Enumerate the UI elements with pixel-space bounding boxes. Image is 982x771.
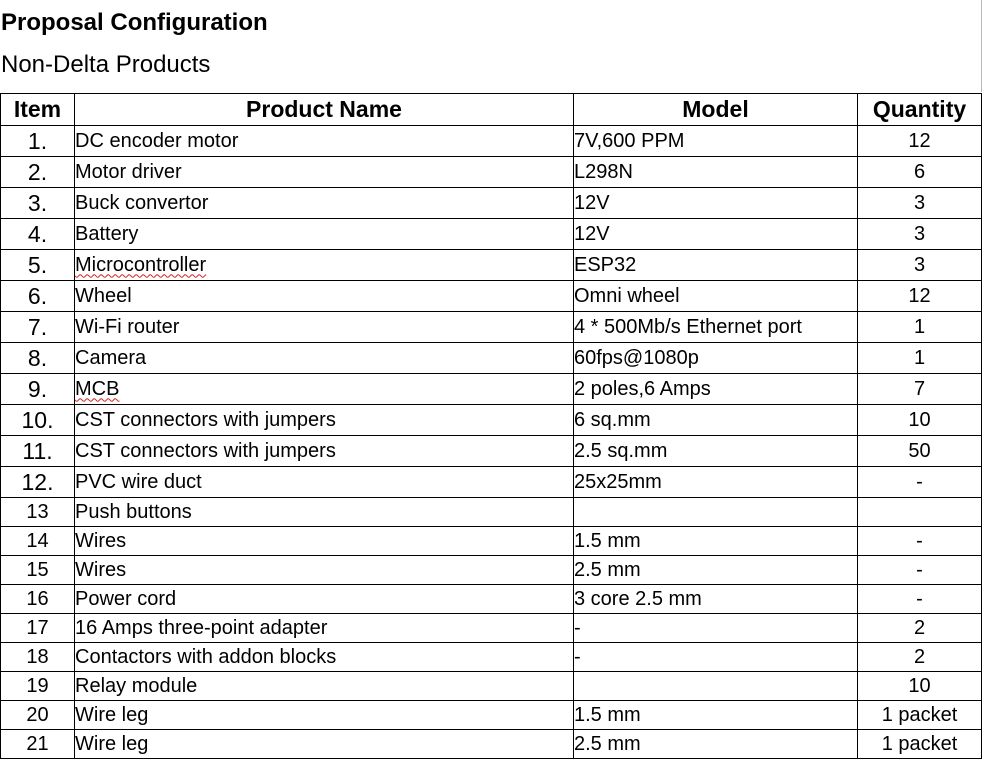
cell-quantity: 1 packet [858,730,982,759]
cell-quantity: 12 [858,281,982,312]
cell-item: 3. [1,188,75,219]
cell-product-name [75,188,574,219]
cell-quantity: 7 [858,374,982,405]
cell-model: 7V,600 PPM [574,126,858,157]
cell-product-name: Camera [75,343,574,374]
header-item: Item [1,94,75,126]
table-row [1,614,982,643]
table-row [1,188,982,219]
cell-model: - [574,643,858,672]
cell-item: 7. [1,312,75,343]
cell-item: 6. [1,281,75,312]
cell-item: 15 [1,556,75,585]
table-row [1,527,982,556]
cell-quantity: 2 [858,643,982,672]
cell-product-name [75,643,574,672]
cell-quantity: 3 [858,219,982,250]
table-row [1,343,982,374]
cell-quantity: 1 [858,312,982,343]
cell-model: 2.5 mm [574,556,858,585]
cell-item: 19 [1,672,75,701]
cell-model [574,281,858,312]
table-row [1,126,982,157]
table-row [1,281,982,312]
cell-product-name: Wheel [75,281,574,312]
cell-product-name [75,250,574,281]
cell-model: 1.5 mm [574,527,858,556]
cell-product-name: Battery [75,219,574,250]
cell-product-name: Wire leg [75,701,574,730]
table-header-row [1,94,982,126]
cell-model: 2 poles,6 Amps [574,374,858,405]
cell-model: 25x25mm [574,467,858,498]
cell-item: 16 [1,585,75,614]
cell-model: 1.5 mm [574,701,858,730]
table-row [1,701,982,730]
document-subtitle: Non-Delta Products [1,51,211,78]
cell-model [574,436,858,467]
cell-product-name: DC encoder motor [75,126,574,157]
table-row [1,374,982,405]
table-row [1,498,982,527]
cell-product-name: Power cord [75,585,574,614]
cell-item: 1. [1,126,75,157]
cell-model [574,672,858,701]
table-row [1,250,982,281]
cell-model [574,405,858,436]
table-row [1,219,982,250]
header-model: Model [574,94,858,126]
cell-item: 5. [1,250,75,281]
spell-flagged-text: MCB [75,377,120,400]
cell-quantity: 3 [858,250,982,281]
table-row [1,467,982,498]
table-row [1,405,982,436]
table-row [1,157,982,188]
spell-flagged-text: Omni wheel [574,284,680,307]
cell-model: 12V [574,188,858,219]
cell-item: 17 [1,614,75,643]
cell-item: 14 [1,527,75,556]
spell-flagged-text: Buck convertor [75,191,209,214]
cell-model: 60fps@1080p [574,343,858,374]
cell-product-name: Push buttons [75,498,574,527]
cell-item: 21 [1,730,75,759]
cell-item: 4. [1,219,75,250]
spell-flagged-text: 6 sq.mm [574,408,651,431]
cell-product-name: Wi-Fi router [75,312,574,343]
cell-quantity: 2 [858,614,982,643]
table-row [1,730,982,759]
cell-product-name: CST connectors with jumpers [75,405,574,436]
cell-product-name: Wire leg [75,730,574,759]
cell-quantity: 10 [858,405,982,436]
cell-model: ESP32 [574,250,858,281]
header-quantity: Quantity [858,94,982,126]
cell-product-name: Motor driver [75,157,574,188]
cell-quantity: - [858,556,982,585]
cell-item: 12. [1,467,75,498]
cell-item: 18 [1,643,75,672]
header-product-name: Product Name [75,94,574,126]
cell-item: 11. [1,436,75,467]
cell-model: 12V [574,219,858,250]
document-title: Proposal Configuration [1,9,268,36]
cell-quantity: - [858,527,982,556]
cell-quantity: 10 [858,672,982,701]
cell-model: 4 * 500Mb/s Ethernet port [574,312,858,343]
cell-model: 3 core 2.5 mm [574,585,858,614]
cell-model [574,498,858,527]
cell-product-name: PVC wire duct [75,467,574,498]
cell-item: 2. [1,157,75,188]
cell-product-name: CST connectors with jumpers [75,436,574,467]
table-row [1,585,982,614]
cell-item: 13 [1,498,75,527]
products-table [0,93,982,759]
cell-item: 9. [1,374,75,405]
spell-flagged-text: Microcontroller [75,253,207,276]
cell-quantity: 3 [858,188,982,219]
cell-quantity: 50 [858,436,982,467]
cell-product-name: Relay module [75,672,574,701]
table-row [1,643,982,672]
cell-quantity [858,498,982,527]
cell-model: L298N [574,157,858,188]
cell-item: 20 [1,701,75,730]
cell-product-name: 16 Amps three-point adapter [75,614,574,643]
cell-item: 8. [1,343,75,374]
cell-quantity: - [858,467,982,498]
cell-quantity: 1 [858,343,982,374]
table-row [1,556,982,585]
cell-quantity: 12 [858,126,982,157]
cell-quantity: - [858,585,982,614]
cell-model: 2.5 mm [574,730,858,759]
cell-model: - [574,614,858,643]
spell-flagged-text: Contactors with addon blocks [75,645,337,668]
spell-flagged-text: 2.5 sq.mm [574,439,668,462]
cell-product-name [75,374,574,405]
cell-quantity: 6 [858,157,982,188]
table-row [1,672,982,701]
table-row [1,436,982,467]
table-row [1,312,982,343]
cell-product-name: Wires [75,527,574,556]
cell-product-name: Wires [75,556,574,585]
cell-quantity: 1 packet [858,701,982,730]
cell-item: 10. [1,405,75,436]
